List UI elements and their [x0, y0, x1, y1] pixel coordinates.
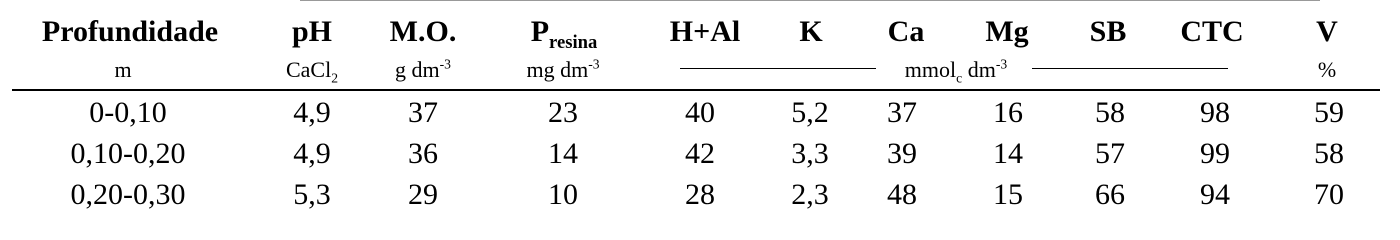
cell-mo: 29 [408, 178, 438, 211]
header-mg: Mg [985, 15, 1029, 48]
unit-mmol-sub: c [956, 70, 963, 86]
unit-mmol-dm: dm [962, 57, 996, 82]
header-k: K [799, 15, 823, 48]
cell-hal: 40 [685, 96, 715, 129]
header-mo: M.O. [389, 15, 457, 48]
cell-mg: 14 [993, 137, 1023, 170]
cell-ph: 4,9 [293, 96, 331, 129]
header-ph: pH [291, 15, 333, 48]
unit-p-main: mg dm [526, 57, 589, 82]
cell-k: 2,3 [791, 178, 829, 211]
cell-p-resina: 10 [548, 178, 578, 211]
cell-ca: 37 [887, 96, 917, 129]
unit-mo-sup: -3 [439, 56, 451, 72]
header-p-sub: resina [549, 32, 598, 53]
header-hal: H+Al [669, 15, 741, 48]
cell-hal: 28 [685, 178, 715, 211]
cell-depth: 0,10-0,20 [70, 137, 186, 170]
cell-hal: 42 [685, 137, 715, 170]
cell-mg: 15 [993, 178, 1023, 211]
unit-mo-main: g dm [395, 57, 440, 82]
cell-p-resina: 14 [548, 137, 578, 170]
cell-sb: 58 [1095, 96, 1125, 129]
unit-mmol-main: mmol [904, 57, 957, 82]
header-ca: Ca [887, 15, 925, 48]
cell-ca: 39 [887, 137, 917, 170]
cell-k: 5,2 [791, 96, 829, 129]
cell-k: 3,3 [791, 137, 829, 170]
cell-ctc: 98 [1200, 96, 1230, 129]
cell-ctc: 99 [1200, 137, 1230, 170]
cell-sb: 57 [1095, 137, 1125, 170]
cell-mo: 36 [408, 137, 438, 170]
unit-span-right-line [1032, 68, 1228, 69]
top-cut-line [300, 0, 1320, 1]
cell-ph: 5,3 [293, 178, 331, 211]
unit-mmol [904, 56, 1008, 86]
cell-ca: 48 [887, 178, 917, 211]
cell-depth: 0-0,10 [89, 96, 167, 129]
unit-span-left-line [680, 68, 876, 69]
unit-v: % [1317, 57, 1337, 82]
cell-ph: 4,9 [293, 137, 331, 170]
header-ctc: CTC [1180, 15, 1244, 48]
unit-ph [285, 57, 339, 86]
header-v: V [1316, 15, 1338, 48]
unit-mo [395, 57, 451, 83]
cell-ctc: 94 [1200, 178, 1230, 211]
cell-mg: 16 [993, 96, 1023, 129]
cell-v: 59 [1314, 96, 1344, 129]
unit-ph-main: CaCl [285, 57, 332, 82]
header-rule [12, 89, 1380, 91]
unit-p [526, 57, 599, 83]
unit-depth: m [114, 57, 132, 82]
unit-ph-sub: 2 [331, 70, 339, 86]
header-p-main: P [530, 15, 550, 48]
unit-mmol-sup: -3 [995, 56, 1008, 72]
header-sb: SB [1089, 15, 1127, 48]
cell-mo: 37 [408, 96, 438, 129]
header-depth: Profundidade [41, 15, 219, 48]
cell-v: 70 [1314, 178, 1344, 211]
cell-depth: 0,20-0,30 [70, 178, 186, 211]
header-p-resina [530, 14, 598, 53]
cell-sb: 66 [1095, 178, 1125, 211]
cell-v: 58 [1314, 137, 1344, 170]
cell-p-resina: 23 [548, 96, 578, 129]
unit-p-sup: -3 [588, 56, 600, 72]
